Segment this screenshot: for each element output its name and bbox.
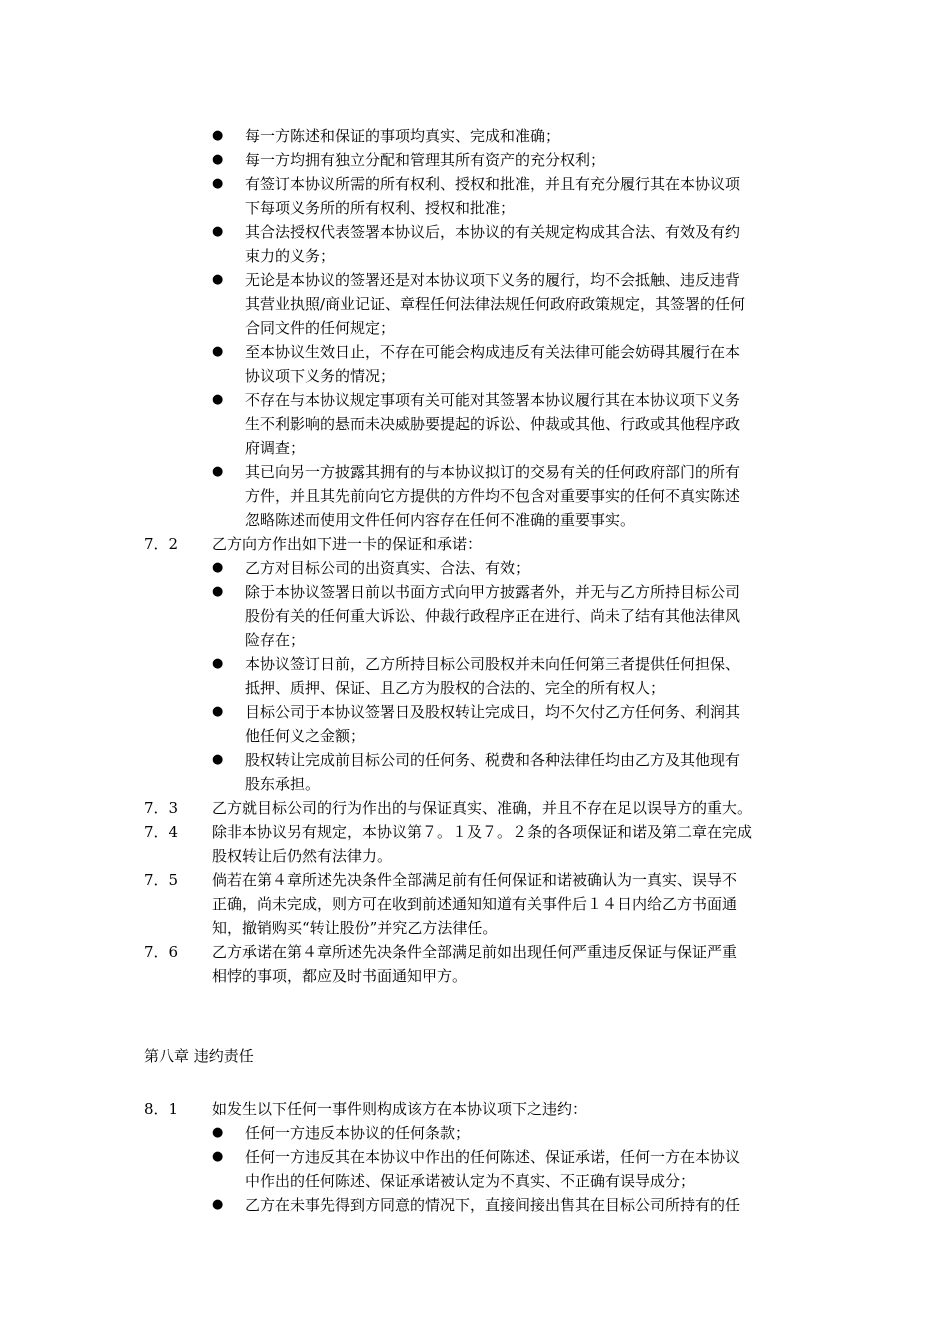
clause-number: 7．3: [144, 799, 179, 817]
list-item-text: 股份有关的任何重大诉讼、仲裁行政程序正在进行、尚未了结有其他法律风: [245, 607, 741, 625]
bullet-icon: ●: [212, 1197, 224, 1212]
clause-text: 除非本协议另有规定，本协议第７。１及７。２条的各项保证和诺及第二章在完成: [212, 823, 753, 841]
clause-text: 乙方就目标公司的行为作出的与保证真实、准确，并且不存在足以误导方的重大。: [212, 799, 753, 817]
bullet-icon: ●: [212, 560, 224, 575]
bullet-icon: ●: [212, 224, 224, 239]
bullet-icon: ●: [212, 752, 224, 767]
clause-text: 知，撤销购买“转让股份”并究乙方法律任。: [212, 919, 498, 937]
list-item-text: 府调查；: [245, 439, 306, 457]
list-item-text: 目标公司于本协议签署日及股权转让完成日，均不欠付乙方任何务、利润其: [245, 703, 741, 721]
list-item-text: 方件，并且其先前向它方提供的方件均不包含对重要事实的任何不真实陈述: [245, 487, 741, 505]
list-item-text: 其营业执照/商业记证、章程任何法律法规任何政府政策规定，其签署的任何: [245, 295, 746, 313]
list-item-text: 有签订本协议所需的所有权利、授权和批准，并且有充分履行其在本协议项: [245, 175, 741, 193]
list-item-text: 束力的义务；: [245, 247, 336, 265]
bullet-icon: ●: [212, 152, 224, 167]
clause-text: 乙方向方作出如下进一卡的保证和承诺：: [212, 535, 483, 553]
bullet-icon: ●: [212, 656, 224, 671]
bullet-icon: ●: [212, 392, 224, 407]
list-item-text: 其已向另一方披露其拥有的与本协议拟订的交易有关的任何政府部门的所有: [245, 463, 741, 481]
clause-number: 7．6: [144, 943, 179, 961]
list-item-text: 无论是本协议的签署还是对本协议项下义务的履行，均不会抵触、违反违背: [245, 271, 741, 289]
list-item-text: 乙方在未事先得到方同意的情况下，直接间接出售其在目标公司所持有的任: [245, 1196, 741, 1214]
list-item-text: 忽略陈述而使用文件任何内容存在任何不准确的重要事实。: [245, 511, 636, 529]
list-item-text: 下每项义务所的所有权利、授权和批准；: [245, 199, 516, 217]
list-item-text: 抵押、质押、保证、且乙方为股权的合法的、完全的所有权人；: [245, 679, 666, 697]
bullet-icon: ●: [212, 704, 224, 719]
list-item-text: 合同文件的任何规定；: [245, 319, 396, 337]
bullet-icon: ●: [212, 176, 224, 191]
clause-text: 倘若在第４章所述先决条件全部满足前有任何保证和诺被确认为一真实、误导不: [212, 871, 738, 889]
bullet-icon: ●: [212, 464, 224, 479]
bullet-icon: ●: [212, 584, 224, 599]
bullet-icon: ●: [212, 344, 224, 359]
list-item-text: 其合法授权代表签署本协议后，本协议的有关规定构成其合法、有效及有约: [245, 223, 741, 241]
list-item-text: 股东承担。: [245, 775, 321, 793]
clause-text: 正确，尚未完成，则方可在收到前述通知知道有关事件后１４日内给乙方书面通: [212, 895, 738, 913]
list-item-text: 险存在；: [245, 631, 306, 649]
list-item-text: 至本协议生效日止，不存在可能会构成违反有关法律可能会妨碍其履行在本: [245, 343, 741, 361]
list-item-text: 生不利影响的悬而未决威胁要提起的诉讼、仲裁或其他、行政或其他程序政: [245, 415, 741, 433]
list-item-text: 协议项下义务的情况；: [245, 367, 396, 385]
clause-text: 相悖的事项，都应及时书面通知甲方。: [212, 967, 468, 985]
list-item-text: 本协议签订日前，乙方所持目标公司股权并未向任何第三者提供任何担保、: [245, 655, 741, 673]
clause-text: 乙方承诺在第４章所述先决条件全部满足前如出现任何严重违反保证与保证严重: [212, 943, 738, 961]
clause-number: 7．2: [144, 535, 179, 553]
list-item-text: 除于本协议签署日前以书面方式向甲方披露者外，并无与乙方所持目标公司: [245, 583, 741, 601]
list-item-text: 任何一方违反其在本协议中作出的任何陈述、保证承诺，任何一方在本协议: [245, 1148, 741, 1166]
bullet-icon: ●: [212, 272, 224, 287]
list-item-text: 任何一方违反本协议的任何条款；: [245, 1124, 471, 1142]
bullet-icon: ●: [212, 128, 224, 143]
chapter-heading: 第八章 违约责任: [144, 1047, 254, 1065]
list-item-text: 不存在与本协议规定事项有关可能对其签署本协议履行其在本协议项下义务: [245, 391, 741, 409]
clause-text: 如发生以下任何一事件则构成该方在本协议项下之违约：: [212, 1100, 588, 1118]
clause-text: 股权转让后仍然有法律力。: [212, 847, 393, 865]
bullet-icon: ●: [212, 1149, 224, 1164]
list-item-text: 乙方对目标公司的出资真实、合法、有效；: [245, 559, 531, 577]
list-item-text: 每一方均拥有独立分配和管理其所有资产的充分权利；: [245, 151, 606, 169]
list-item-text: 股权转让完成前目标公司的任何务、税费和各种法律任均由乙方及其他现有: [245, 751, 741, 769]
list-item-text: 每一方陈述和保证的事项均真实、完成和准确；: [245, 127, 561, 145]
clause-number: 7．5: [144, 871, 179, 889]
clause-number: 8．1: [144, 1100, 179, 1118]
list-item-text: 他任何义之金额；: [245, 727, 366, 745]
bullet-icon: ●: [212, 1125, 224, 1140]
clause-number: 7．4: [144, 823, 179, 841]
list-item-text: 中作出的任何陈述、保证承诺被认定为不真实、不正确有误导成分；: [245, 1172, 696, 1190]
